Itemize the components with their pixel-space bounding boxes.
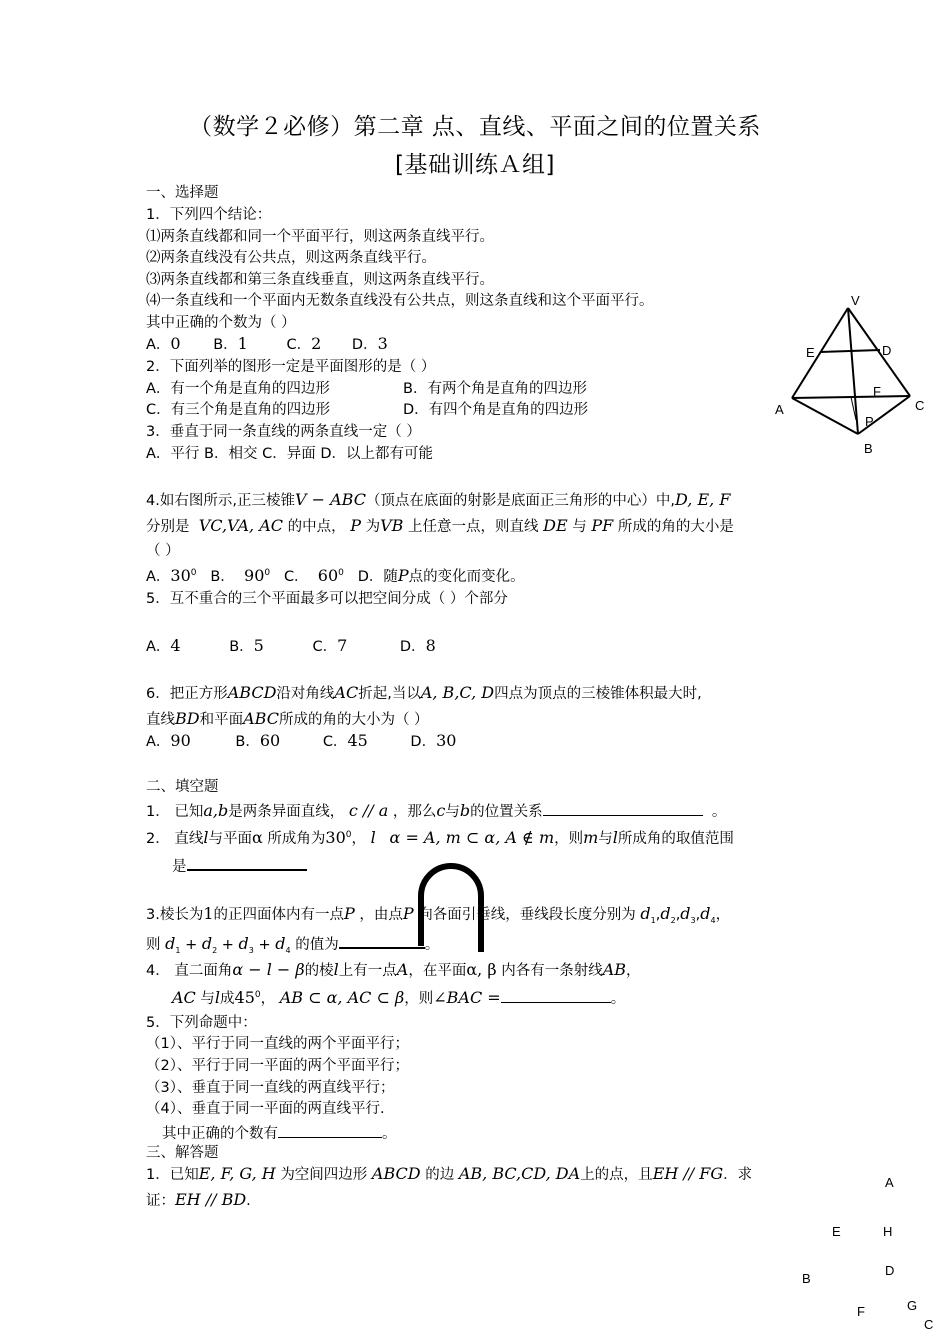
fig2-label-b: B bbox=[802, 1271, 811, 1286]
solve-1-cont: 证：EH // BD. bbox=[146, 1190, 251, 1209]
q6-options: A．90 B．60 C．45 D．30 bbox=[146, 731, 457, 750]
q1-statement-4: ⑷一条直线和一个平面内无数条直线没有公共点，则这条直线和这个平面平行。 bbox=[146, 293, 654, 309]
label-a: A bbox=[775, 402, 784, 417]
doc-title: （数学２必修）第二章 点、直线、平面之间的位置关系 bbox=[189, 114, 761, 140]
q2-stem: 2．下面列举的图形一定是平面图形的是（ ） bbox=[146, 359, 436, 375]
q4-line-3: （ ） bbox=[146, 543, 180, 559]
fill-5-ask: 其中正确的个数有 。 bbox=[162, 1126, 397, 1142]
fill-5-s3: （3）、垂直于同一直线的两直线平行； bbox=[146, 1080, 395, 1096]
q2-option-c: C．有三个角是直角的四边形 bbox=[146, 402, 331, 418]
q2-option-d: D．有四个角是直角的四边形 bbox=[403, 402, 589, 418]
q3-options: A．平行 B．相交 C．异面 D．以上都有可能 bbox=[146, 446, 433, 462]
q4-options: A．$30^0$ B． $90^0$ C． $60^0$ D．随P点的变化而变化。 bbox=[146, 566, 525, 585]
fill-2-cont: 是 bbox=[172, 856, 307, 875]
q5-stem: 5．互不重合的三个平面最多可以把空间分成（ ）个部分 bbox=[146, 591, 508, 607]
q4-line-2: 分别是 VC,VA, AC 的中点， P 为VB 上任意一点，则直线 DE 与 PF 所成的角的大小是 bbox=[146, 516, 734, 535]
label-e: E bbox=[806, 345, 815, 360]
fill-2: 2． 直线l与平面α 所成角为$30^0$， l α = A, m ⊂ α, A ∉ m，则m与l所成角的取值范围 bbox=[146, 828, 734, 847]
q4-line-1: 4.如右图所示,正三棱锥V − ABC（顶点在底面的射影是底面正三角形的中心）中,D, E, F bbox=[146, 490, 731, 509]
label-v: V bbox=[851, 293, 860, 308]
label-p: P bbox=[865, 414, 874, 429]
section-heading-fill: 二、填空题 bbox=[146, 779, 219, 795]
q1-statement-3: ⑶两条直线都和第三条直线垂直，则这两条直线平行。 bbox=[146, 272, 494, 288]
label-c: C bbox=[915, 398, 925, 413]
fill-5-s4: （4）、垂直于同一平面的两直线平行. bbox=[146, 1101, 385, 1117]
fig2-label-a: A bbox=[885, 1175, 894, 1190]
fill-4-cont: AC 与l成$45^0$， AB ⊂ α, AC ⊂ β，则∠BAC = 。 bbox=[172, 988, 626, 1007]
section-heading-solve: 三、解答题 bbox=[146, 1145, 219, 1161]
section-heading-choice: 一、选择题 bbox=[146, 185, 219, 201]
q5-options: A．4 B．5 C．7 D．8 bbox=[146, 636, 436, 655]
label-b: B bbox=[864, 441, 873, 456]
q2-option-b: B．有两个角是直角的四边形 bbox=[403, 381, 587, 397]
fill-1: 1． 已知a,b是两条异面直线， c // a ，那么c与b的位置关系 。 bbox=[146, 801, 727, 820]
label-f: F bbox=[873, 384, 881, 399]
tetrahedron-figure bbox=[770, 290, 950, 460]
fig2-label-h: H bbox=[883, 1224, 893, 1239]
fill-5-s1: （1）、平行于同一直线的两个平面平行； bbox=[146, 1036, 409, 1052]
q1-statement-1: ⑴两条直线都和同一个平面平行，则这两条直线平行。 bbox=[146, 229, 494, 245]
q1-ask: 其中正确的个数为（ ） bbox=[146, 315, 296, 331]
q6-line-1: 6．把正方形ABCD沿对角线AC折起,当以A, B,C, D四点为顶点的三棱锥体积最大时, bbox=[146, 683, 702, 702]
q6-line-2: 直线BD和平面ABC所成的角的大小为（ ） bbox=[146, 709, 429, 728]
label-d: D bbox=[882, 343, 892, 358]
q3-stem: 3．垂直于同一条直线的两条直线一定（ ） bbox=[146, 424, 421, 440]
doc-subtitle: [基础训练Ａ组] bbox=[395, 152, 555, 178]
fill-3: 3.棱长为1的正四面体内有一点P ，由点P 向各面引垂线，垂线段长度分别为 $d_1,d_2,d_3,d_4$， bbox=[146, 904, 731, 925]
q2-option-a: A．有一个角是直角的四边形 bbox=[146, 381, 330, 397]
fig2-label-e: E bbox=[832, 1224, 841, 1239]
fig2-label-f: F bbox=[857, 1304, 865, 1319]
fig2-label-c: C bbox=[924, 1317, 934, 1332]
fig2-label-d: D bbox=[885, 1263, 895, 1278]
fill-5: 5．下列命题中： bbox=[146, 1015, 257, 1031]
q1-options: A．0 B．1 C．2 D．3 bbox=[146, 334, 388, 353]
fill-5-s2: （2）、平行于同一平面的两个平面平行； bbox=[146, 1058, 409, 1074]
fig2-label-g: G bbox=[907, 1298, 918, 1313]
fill-3-cont: 则 $d_1 + d_2 + d_3 + d_4$ 的值为 。 bbox=[146, 934, 440, 955]
q1-stem: 1．下列四个结论： bbox=[146, 207, 272, 223]
fill-4: 4． 直二面角α − l − β的棱l上有一点A，在平面α, β 内各有一条射线AB， bbox=[146, 960, 641, 979]
q1-statement-2: ⑵两条直线没有公共点，则这两条直线平行。 bbox=[146, 250, 436, 266]
solve-1: 1．已知E, F, G, H 为空间四边形 ABCD 的边 AB, BC,CD, DA上的点，且EH // FG．求 bbox=[146, 1164, 753, 1183]
